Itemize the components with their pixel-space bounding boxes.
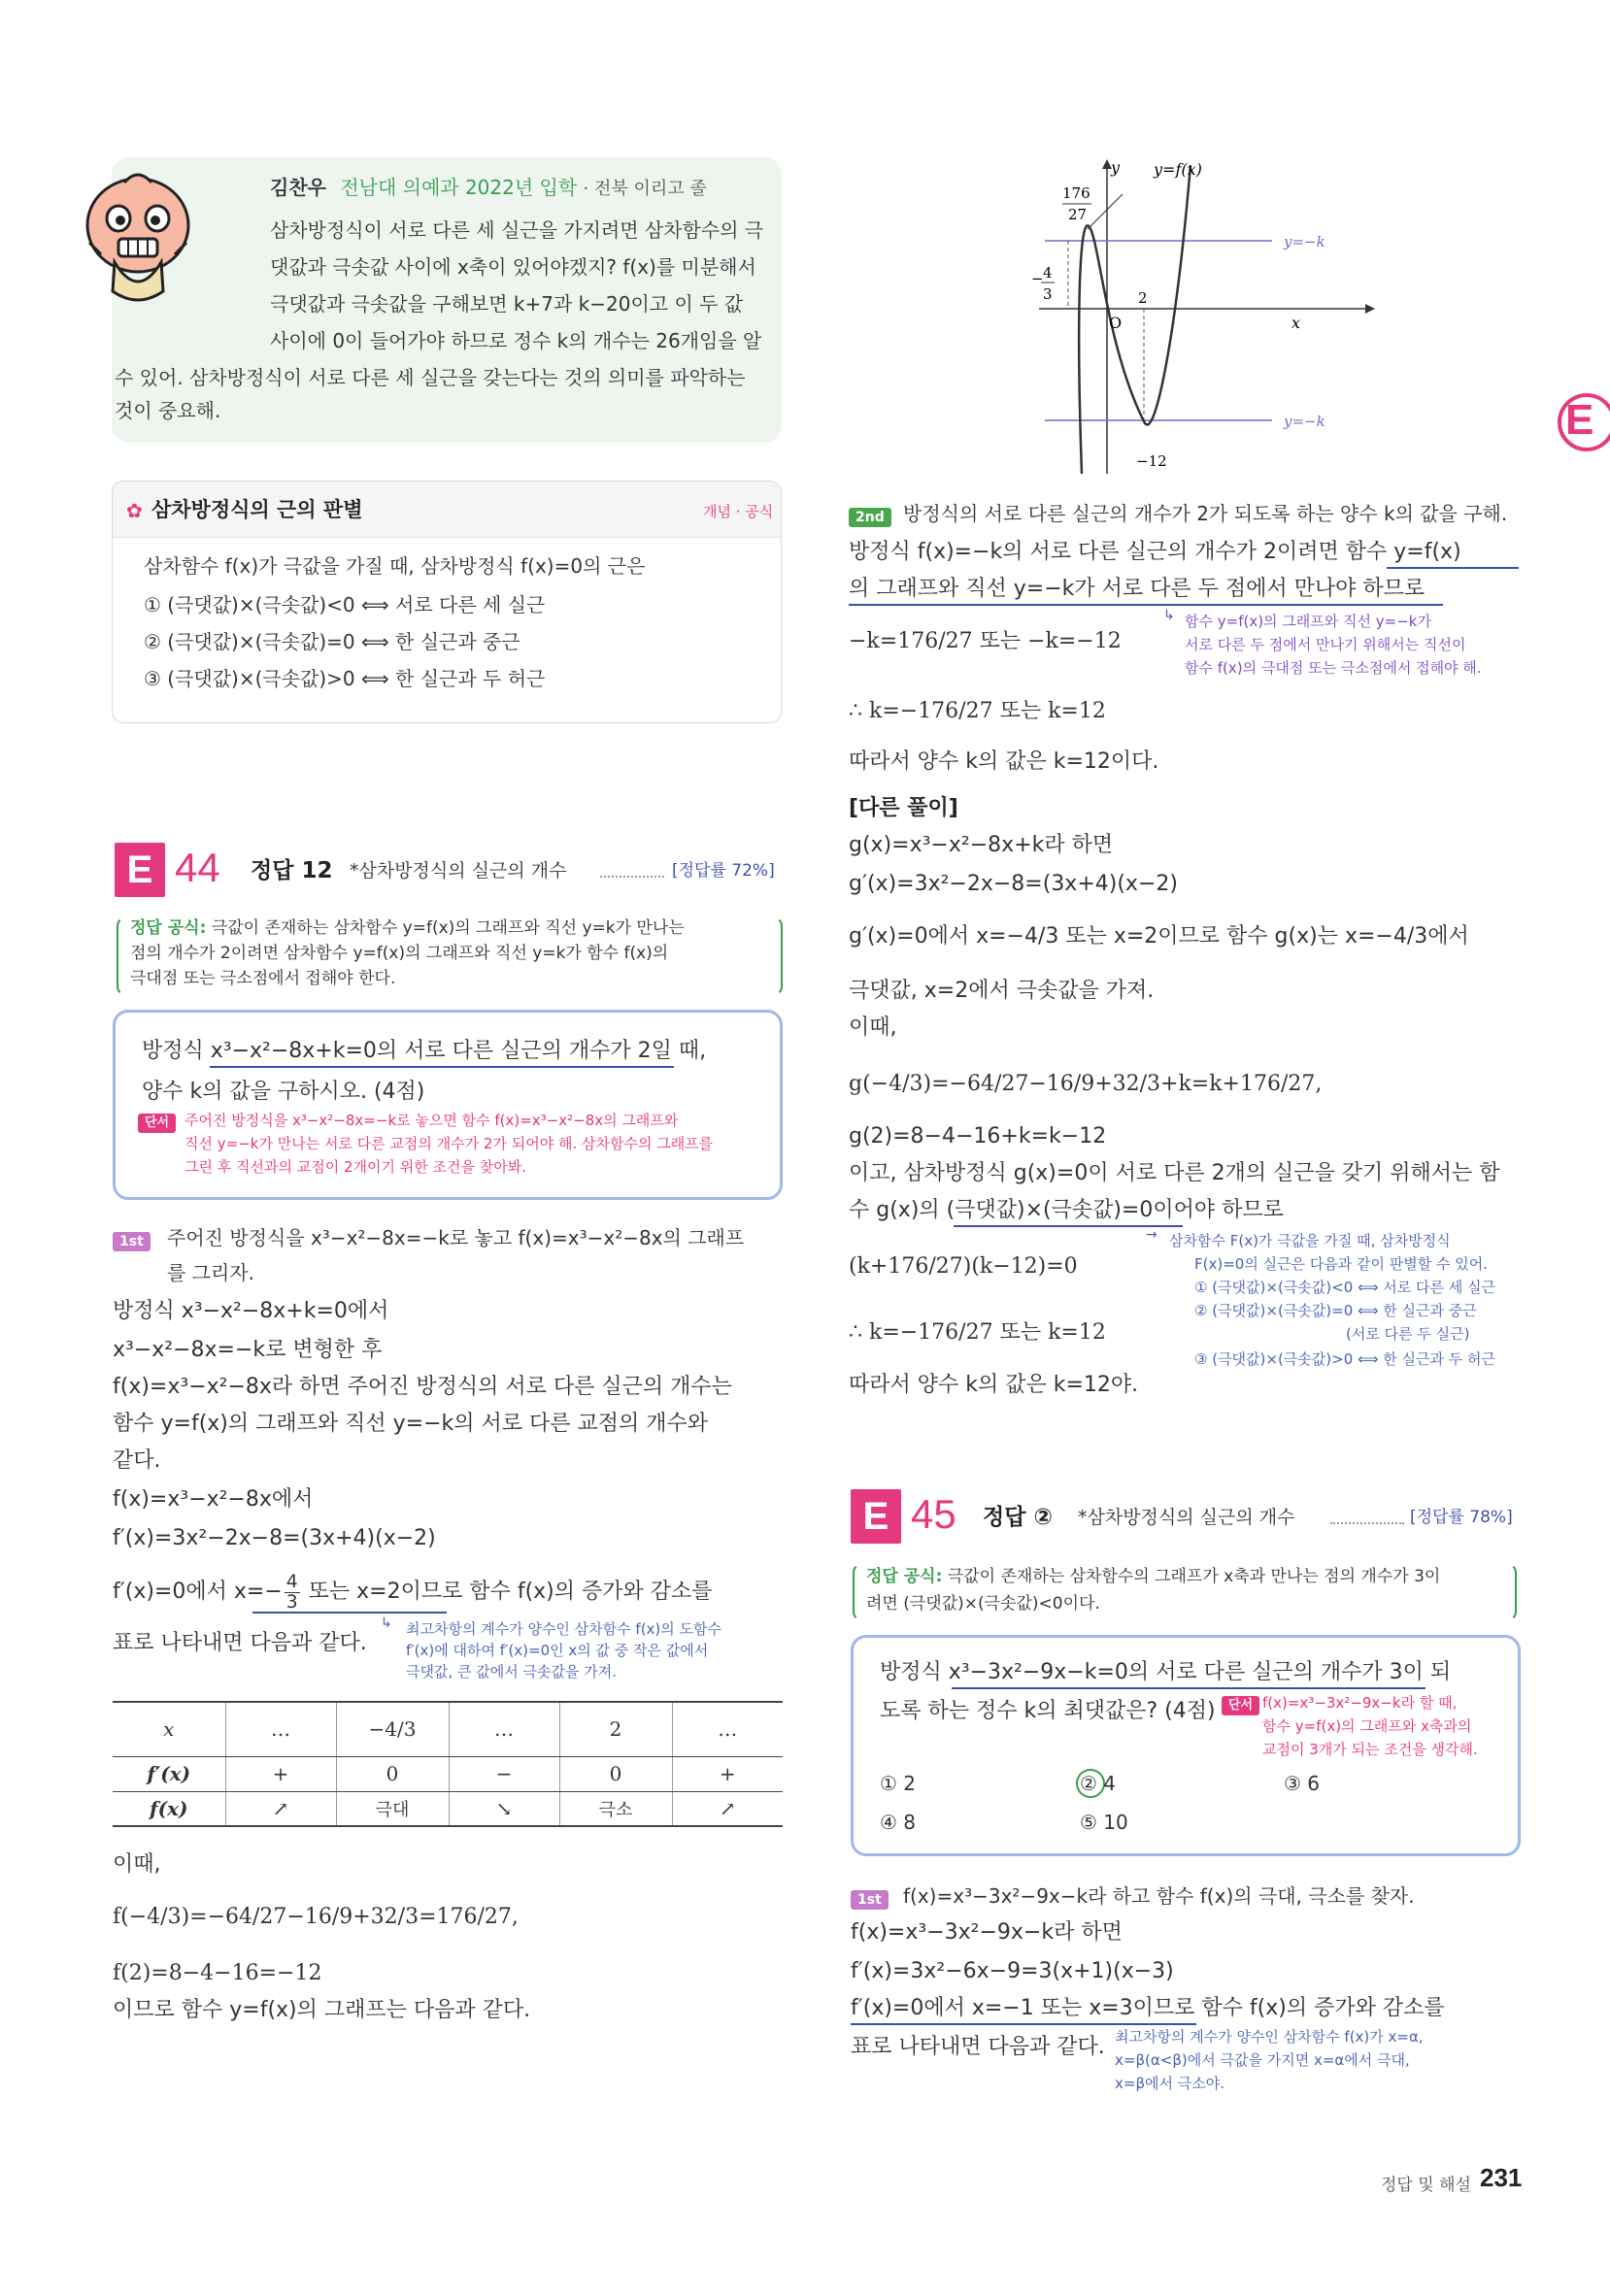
step1-badge: 1st xyxy=(113,1232,151,1251)
body-line: f(x)=x³−x²−8x라 하면 주어진 방정식의 서로 다른 실근의 개수는 xyxy=(113,1375,732,1399)
e45-answer: 정답 ② xyxy=(983,1505,1053,1530)
choice[interactable]: ⑤ 10 xyxy=(1080,1811,1128,1834)
x-max-num: 4 xyxy=(1043,264,1053,282)
chapter-tab-label: E xyxy=(1565,396,1594,444)
step1-text: 를 그리자. xyxy=(167,1261,254,1284)
body-line: f(x)=x³−x²−8x에서 xyxy=(113,1487,314,1512)
body-line: 같다. xyxy=(113,1448,161,1473)
note-line: 함수 f(x)의 극대점 또는 극소점에서 접해야 해. xyxy=(1185,659,1482,677)
speech-line: 사이에 0이 들어가야 하므로 정수 k의 개수는 26개임을 알 xyxy=(270,329,762,352)
concept-intro: 삼차함수 f(x)가 극값을 가질 때, 삼차방정식 f(x)=0의 근은 xyxy=(144,554,646,578)
max-value-num: 176 xyxy=(1062,184,1090,202)
speech-line: 극댓값과 극솟값을 구해보면 k+7과 k−20이고 이 두 값 xyxy=(270,292,744,316)
e44-answer: 정답 12 xyxy=(251,858,333,883)
alt-line: g′(x)=0에서 x=−4/3 또는 x=2이므로 함수 g(x)는 x=−4/3에서 xyxy=(849,924,1469,948)
table-cell: + xyxy=(672,1756,783,1791)
choice[interactable]: ③ 6 xyxy=(1284,1772,1321,1795)
increase-decrease-table xyxy=(113,1701,783,1827)
step1-badge: 1st xyxy=(851,1890,889,1910)
footer-label: 정답 및 해설 xyxy=(1381,2176,1471,2195)
line-lower-label: y=−k xyxy=(1284,413,1325,430)
table-cell: ↗ xyxy=(225,1791,336,1826)
dotted-leader xyxy=(600,876,664,878)
side-note-line: x=β(α<β)에서 극값을 가지면 x=α에서 극대, xyxy=(1115,2051,1410,2069)
student-school: 전남대 의예과 2022년 입학 xyxy=(340,176,578,199)
calc-line: f(−4/3)=−64/27−16/9+32/3=176/27, xyxy=(113,1905,519,1929)
body-line: 표로 나타내면 다음과 같다. xyxy=(851,2035,1105,2059)
e44-problem-line: 양수 k의 값을 구하시오. (4점) xyxy=(142,1080,425,1104)
body-line: −k=176/27 또는 −k=−12 xyxy=(849,629,1122,653)
table-header-cell: x xyxy=(113,1702,225,1756)
hint-line: 주어진 방정식을 x³−x²−8x=−k로 놓으면 함수 f(x)=x³−x²−8x의 그래프와 xyxy=(184,1112,679,1129)
alt-note-line: ③ (극댓값)×(극솟값)>0 ⟺ 한 실근과 두 허근 xyxy=(1194,1350,1496,1368)
formula-line: 극값이 존재하는 삼차함수의 그래프가 x축과 만나는 점의 개수가 3이 xyxy=(947,1567,1441,1586)
hint-badge: 단서 xyxy=(138,1114,176,1133)
hint-line: 직선 y=−k가 만나는 서로 다른 교점의 개수가 2가 되어야 해. 삼차함수의 그래프를 xyxy=(184,1135,714,1152)
choice[interactable]: ④ 8 xyxy=(880,1811,917,1834)
body-line: 방정식 f(x)=−k의 서로 다른 실근의 개수가 2이려면 함수 y=f(x) xyxy=(849,540,1461,564)
underline xyxy=(849,604,1443,606)
x-axis-arrow xyxy=(1365,304,1375,314)
alt-line: 이때, xyxy=(849,1015,897,1040)
alt-line: 따라서 양수 k의 값은 k=12야. xyxy=(849,1373,1139,1397)
table-header-cell: … xyxy=(672,1702,783,1756)
e44-rate: [정답률 72%] xyxy=(672,861,775,881)
body-line: 의 그래프와 직선 y=−k가 서로 다른 두 점에서 만나야 하므로 xyxy=(849,577,1426,601)
step1-text: 주어진 방정식을 x³−x²−8x=−k로 놓고 f(x)=x³−x²−8x의 그래프 xyxy=(167,1226,745,1249)
body-line: ∴ k=−176/27 또는 k=12 xyxy=(849,699,1106,723)
e44-number: 44 xyxy=(175,845,220,890)
formula-line: 점의 개수가 2이려면 삼차함수 y=f(x)의 그래프와 직선 y=k가 함수 f(x)의 xyxy=(130,944,669,963)
choice[interactable]: ② 4 xyxy=(1080,1772,1117,1795)
alt-title: [다른 풀이] xyxy=(849,796,958,820)
body-line: f′(x)=0에서 x=−1 또는 x=3이므로 함수 f(x)의 증가와 감소를 xyxy=(851,1996,1445,2020)
alt-line: 수 g(x)의 (극댓값)×(극솟값)=0이어야 하므로 xyxy=(849,1198,1284,1222)
dotted-leader xyxy=(1330,1522,1404,1524)
table-header-cell: … xyxy=(449,1702,559,1756)
arrow-icon: → xyxy=(1146,1227,1157,1243)
choice[interactable]: ① 2 xyxy=(880,1772,917,1795)
e44-problem-line: 방정식 x³−x²−8x+k=0의 서로 다른 실근의 개수가 2일 때, xyxy=(142,1039,707,1063)
student-name: 김찬우 xyxy=(270,176,326,199)
body-line: f′(x)=3x²−2x−8=(3x+4)(x−2) xyxy=(113,1526,436,1550)
formula-line: 려면 (극댓값)×(극솟값)<0이다. xyxy=(866,1594,1100,1614)
table-header-cell: 2 xyxy=(559,1702,672,1756)
min-value-label: −12 xyxy=(1136,452,1167,470)
deriv-line: f′(x)=0에서 x=− xyxy=(113,1580,283,1605)
underline xyxy=(1387,567,1519,569)
leader-line xyxy=(1088,194,1123,229)
side-note-line: 최고차항의 계수가 양수인 삼차함수 f(x)의 도함수 xyxy=(406,1620,722,1638)
alt-line: g(−4/3)=−64/27−16/9+32/3+k=k+176/27, xyxy=(849,1072,1323,1096)
e44-topic: *삼차방정식의 실근의 개수 xyxy=(350,860,567,882)
alt-note-line: F(x)=0의 실근은 다음과 같이 판별할 수 있어. xyxy=(1194,1255,1489,1273)
fraction: $\frac{4}{3}$ xyxy=(285,1572,298,1613)
cubic-graph xyxy=(1029,153,1379,478)
table-header-cell: … xyxy=(225,1702,336,1756)
alt-note-line: ② (극댓값)×(극솟값)=0 ⟺ 한 실근과 중근 xyxy=(1194,1302,1477,1319)
alt-line: g′(x)=3x²−2x−8=(3x+4)(x−2) xyxy=(849,872,1178,896)
table-row-label: f(x) xyxy=(113,1791,225,1826)
note-line: 함수 y=f(x)의 그래프와 직선 y=−k가 xyxy=(1185,613,1431,630)
side-note-line: x=β에서 극소야. xyxy=(1115,2075,1225,2092)
formula-label: 정답 공식: xyxy=(866,1567,943,1586)
side-note-line: 극댓값, 큰 값에서 극솟값을 가져. xyxy=(406,1663,617,1680)
hint-line: f(x)=x³−3x²−9x−k라 할 때, xyxy=(1262,1694,1458,1712)
underline xyxy=(851,2023,1196,2025)
line-upper-label: y=−k xyxy=(1284,233,1325,250)
concept-item: ② (극댓값)×(극솟값)=0 ⟺ 한 실근과 중근 xyxy=(144,630,520,653)
e45-rate: [정답률 78%] xyxy=(1410,1508,1513,1527)
y-axis-label: y xyxy=(1111,158,1121,177)
hint-line: 교점이 3개가 되는 조건을 생각해. xyxy=(1262,1741,1478,1758)
speech-line: 댓값과 극솟값 사이에 x축이 있어야겠지? f(x)를 미분해서 xyxy=(270,255,756,279)
table-cell: 0 xyxy=(336,1756,449,1791)
alt-line: (k+176/27)(k−12)=0 xyxy=(849,1254,1078,1279)
formula-line: 극대점 또는 극소점에서 접해야 한다. xyxy=(130,969,396,988)
body-line: f′(x)=3x²−6x−9=3(x+1)(x−3) xyxy=(851,1959,1174,1983)
x-max-den: 3 xyxy=(1043,285,1053,303)
origin-label: O xyxy=(1109,314,1123,332)
note-line: 서로 다른 두 점에서 만나기 위해서는 직선이 xyxy=(1185,636,1466,653)
page-number: 231 xyxy=(1480,2163,1523,2192)
curve-label: y=f(x) xyxy=(1154,160,1202,179)
body-line: x³−x²−8x=−k로 변형한 후 xyxy=(113,1338,383,1362)
e45-problem-line: 도록 하는 정수 k의 최댓값은? (4점) xyxy=(880,1699,1216,1723)
step2-text: 방정식의 서로 다른 실근의 개수가 2가 되도록 하는 양수 k의 값을 구해. xyxy=(903,502,1508,525)
alt-line: g(2)=8−4−16+k=k−12 xyxy=(849,1124,1107,1148)
table-cell: 극소 xyxy=(559,1791,672,1826)
flower-icon: ✿ xyxy=(126,499,143,522)
table-cell: 극대 xyxy=(336,1791,449,1826)
e45-problem-line: 방정식 x³−3x²−9x−k=0의 서로 다른 실근의 개수가 3이 되 xyxy=(880,1660,1452,1684)
alt-note-line: 삼차함수 F(x)가 극값을 가질 때, 삼차방정식 xyxy=(1169,1232,1451,1249)
table-cell: − xyxy=(449,1756,559,1791)
body-line: 따라서 양수 k의 값은 k=12이다. xyxy=(849,749,1159,774)
deriv-line: 또는 x=2이므로 함수 f(x)의 증가와 감소를 xyxy=(308,1580,713,1605)
formula-label: 정답 공식: xyxy=(130,918,207,938)
formula-line: 극값이 존재하는 삼차함수 y=f(x)의 그래프와 직선 y=k가 만나는 xyxy=(211,918,685,938)
body-line: 방정식 x³−x²−8x+k=0에서 xyxy=(113,1299,389,1323)
calc-line: f(2)=8−4−16=−12 xyxy=(113,1961,322,1985)
concept-title: 삼차방정식의 근의 판별 xyxy=(151,498,363,521)
alt-line: 극댓값, x=2에서 극솟값을 가져. xyxy=(849,979,1155,1003)
table-row-label: f′(x) xyxy=(113,1756,225,1791)
max-value-den: 27 xyxy=(1068,206,1088,223)
arrow-icon: ↳ xyxy=(1163,608,1175,623)
problem-underline xyxy=(210,1066,674,1068)
x-min-label: 2 xyxy=(1138,289,1148,307)
alt-line: 이고, 삼차방정식 g(x)=0이 서로 다른 2개의 실근을 갖기 위해서는 함 xyxy=(849,1161,1500,1185)
speech-line: 삼차방정식이 서로 다른 세 실근을 가지려면 삼차함수의 극 xyxy=(270,218,764,242)
table-cell: + xyxy=(225,1756,336,1791)
arrow-icon: ↳ xyxy=(381,1615,392,1631)
table-cell: ↗ xyxy=(672,1791,783,1826)
body-line: f(x)=x³−3x²−9x−k라 하면 xyxy=(851,1920,1123,1945)
calc-line: 이므로 함수 y=f(x)의 그래프는 다음과 같다. xyxy=(113,1998,531,2022)
speech-line: 것이 중요해. xyxy=(115,399,221,422)
side-note-line: 최고차항의 계수가 양수인 삼차함수 f(x)가 x=α, xyxy=(1115,2028,1424,2046)
e45-badge: E xyxy=(851,1489,901,1544)
student-hometown: · 전북 이리고 졸 xyxy=(583,179,707,199)
step2-badge: 2nd xyxy=(849,508,891,527)
e45-number: 45 xyxy=(911,1491,956,1537)
hint-line: 그린 후 직선과의 교점이 2개이기 위한 조건을 찾아봐. xyxy=(184,1158,526,1176)
peach-character-avatar xyxy=(85,165,190,311)
x-axis-label: x xyxy=(1291,314,1301,332)
body-line: 이때, xyxy=(113,1852,161,1877)
step1-text: f(x)=x³−3x²−9x−k라 하고 함수 f(x)의 극대, 극소를 찾자. xyxy=(903,1884,1415,1908)
concept-tag: 개념 · 공식 xyxy=(703,503,774,520)
alt-line: g(x)=x³−x²−8x+k라 하면 xyxy=(849,833,1114,857)
hint-badge: 단서 xyxy=(1222,1696,1259,1715)
cubic-curve xyxy=(1079,165,1191,474)
table-cell: 0 xyxy=(559,1756,672,1791)
deriv-underline xyxy=(252,1612,447,1614)
alt-note-line: (서로 다른 두 실근) xyxy=(1346,1325,1470,1343)
side-note-line: f′(x)에 대하여 f′(x)=0인 x의 값 중 작은 값에서 xyxy=(406,1642,709,1659)
concept-item: ③ (극댓값)×(극솟값)>0 ⟺ 한 실근과 두 허근 xyxy=(144,667,546,690)
concept-item: ① (극댓값)×(극솟값)<0 ⟺ 서로 다른 세 실근 xyxy=(144,593,546,616)
speech-line: 수 있어. 삼차방정식이 서로 다른 세 실근을 갖는다는 것의 의미를 파악하는 xyxy=(115,366,746,389)
body-line: 함수 y=f(x)의 그래프와 직선 y=−k의 서로 다른 교점의 개수와 xyxy=(113,1412,708,1436)
table-intro: 표로 나타내면 다음과 같다. xyxy=(113,1631,367,1655)
problem-underline xyxy=(952,1687,1426,1689)
table-cell: ↘ xyxy=(449,1791,559,1826)
neg-sign: − xyxy=(1031,270,1044,287)
hint-line: 함수 y=f(x)의 그래프와 x축과의 xyxy=(1262,1717,1472,1735)
e45-topic: *삼차방정식의 실근의 개수 xyxy=(1078,1507,1295,1528)
alt-line: ∴ k=−176/27 또는 k=12 xyxy=(849,1320,1106,1345)
table-header-cell: −4/3 xyxy=(336,1702,449,1756)
e44-badge: E xyxy=(115,843,165,897)
alt-note-line: ① (극댓값)×(극솟값)<0 ⟺ 서로 다른 세 실근 xyxy=(1194,1279,1496,1296)
